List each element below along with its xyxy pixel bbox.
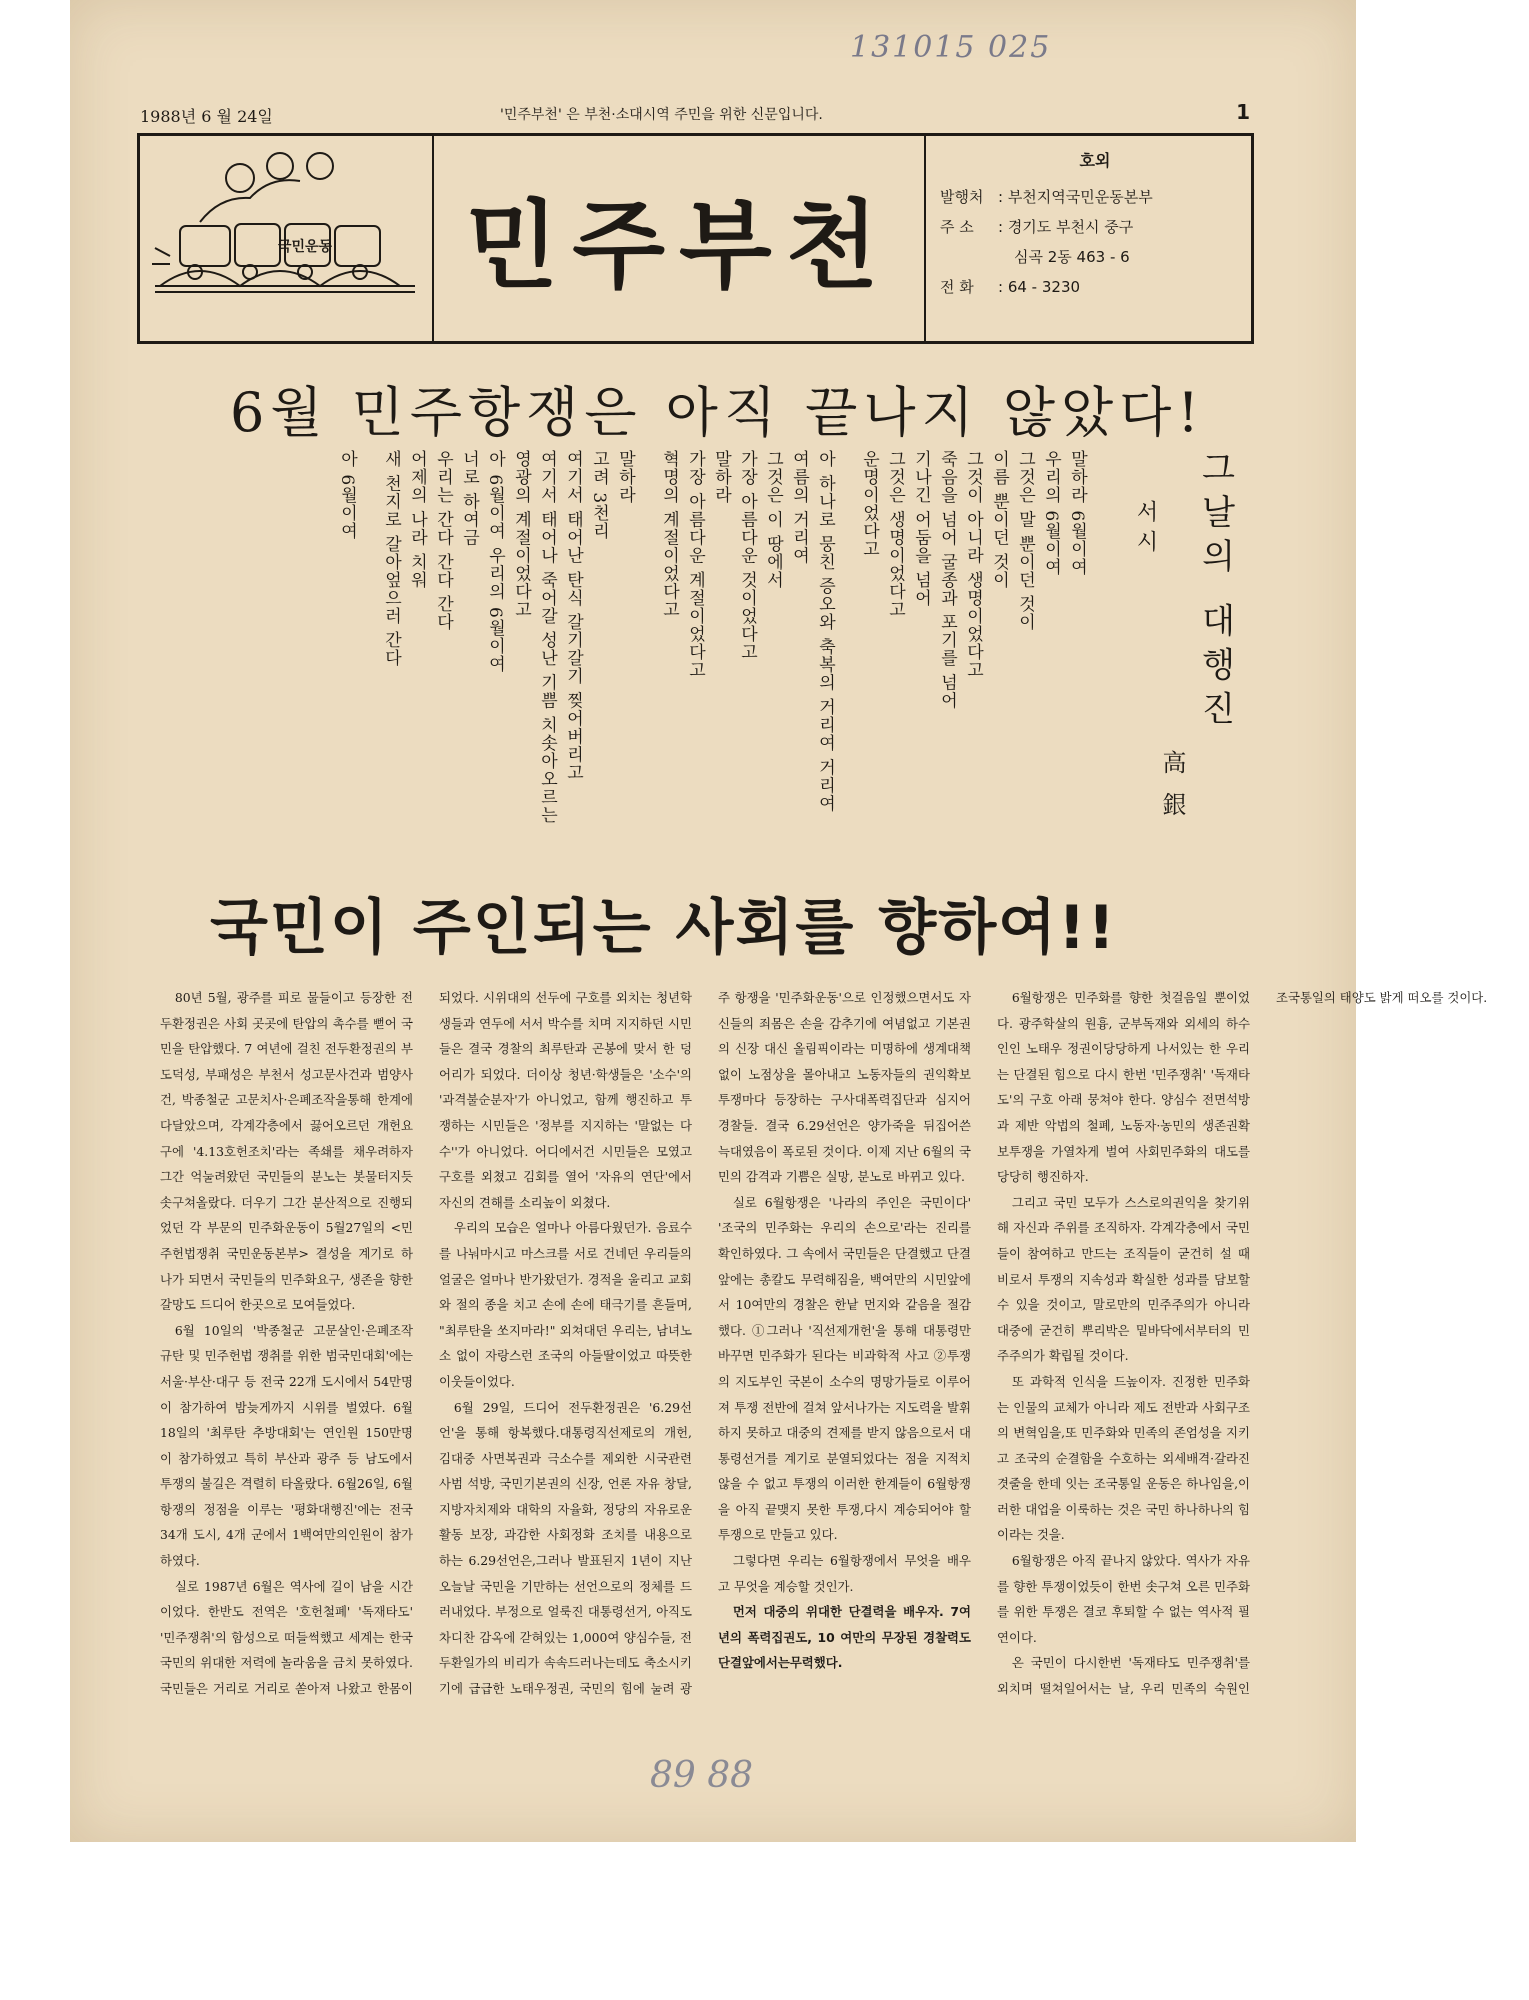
poem-line: 너로 하여금 (459, 450, 479, 547)
poem-line: 영광의 계절이었다고 (511, 450, 531, 619)
issue-label: 호외 (1079, 151, 1111, 170)
poem-line: 아 6월이여 (337, 450, 357, 541)
slogan: '민주부천' 은 부천·소대시역 주민을 위한 신문입니다. (500, 107, 823, 123)
article-paragraph: 6월항쟁은 민주화를 향한 첫걸음일 뿐이었다. 광주학살의 원흉, 군부독재와 외세의 하수인인 노태우 정권이당당하게 나서있는 한 우리는 단결된 힘으로 다시 한번 '민주쟁취' '독재타도'의 구호 아래 뭉쳐야 한다. 양심수 전면석방과 제반 악법의 철폐, 노동자·농민의 생존권확보투쟁을 가열차게 벌여 사회민주화의 대도를 당당히 행진하자. (997, 990, 1250, 1185)
archive-number: 131015 025 (850, 30, 1052, 65)
pencil-note: 89 88 (650, 1755, 754, 1796)
poem-author: 高銀 (1158, 750, 1186, 834)
poem-line: 그것은 말 뿐이던 것이 (1015, 450, 1035, 632)
page-number: 1 (1236, 100, 1250, 124)
article-paragraph: 80년 5월, 광주를 피로 물들이고 등장한 전두환정권은 사회 곳곳에 탄압의 촉수를 뻗어 국민을 탄압했다. 7 여년에 걸친 전두환정권의 부도덕성, 부패성은 부천서 성고문사건과 범양사건, 박종철군 고문치사·은폐조작을통해 한계에 다달았으며, 각계각층에서 끓어오르던 개헌요구에 '4.13호헌조치'라는 족쇄를 채우려하자 그간 억눌려왔던 국민들의 분노는 봇물터지듯 솟구쳐올랐다. 더우기 그간 분산적으로 진행되었던 각 부문의 민주화운동이 5월27일의 <민주헌법쟁취 국민운동본부> 결성을 계기로 하나가 되면서 국민들의 민주화요구, 생존을 향한 갈망도 드디어 한곳으로 모여들었다. (160, 990, 413, 1313)
masthead (137, 133, 1254, 344)
newspaper-title: 민주부천 (434, 136, 926, 341)
poem-line: 우리의 6월이여 (1041, 450, 1061, 577)
poem-line: 이름 뿐이던 것이 (989, 450, 1009, 589)
train-logo-icon (140, 136, 432, 341)
article-headline: 국민이 주인되는 사회를 향하여!! (210, 893, 1117, 963)
logo-label: 국민운동 (277, 239, 333, 255)
poem-section (160, 450, 1240, 870)
logo-illustration (140, 136, 434, 341)
poem-line: 가장 아름다운 계절이었다고 (685, 450, 705, 679)
poem-line: 기나긴 어둠을 넘어 (911, 450, 931, 607)
article-paragraph: 또 과학적 인식을 드높이자. 진정한 민주화는 인물의 교체가 아니라 제도 전반과 사회구조의 변혁임을,또 민주화와 민족의 존엄성을 지키고 조국의 순결함을 수호하는 외세배격·갈라진 겻줄을 한데 잇는 조국통일 운동은 하나임을,이러한 대업을 이룩하는 것은 국민 하나하나의 힘이라는 것을. (997, 1373, 1250, 1543)
poem-line: 여기서 태어난 탄식 갈기갈기 찢어버리고 (563, 450, 583, 782)
poem-line: 말하라 (615, 450, 635, 504)
poem-line: 고려 3천리 (589, 450, 609, 541)
poem-line: 여름의 거리여 (789, 450, 809, 565)
poem-line: 그것이 아니라 생명이었다고 (963, 450, 983, 679)
phone: : 64 - 3230 (998, 278, 1081, 296)
article-paragraph: 6월 10일의 '박종철군 고문살인·은폐조작 규탄 및 민주헌법 쟁취를 위한 범국민대회'에는 서울·부산·대구 등 전국 22개 도시에서 54만명이 참가하여 밤늦게까지 시위를 벌였다. 6월 18일의 '최루탄 추방대회'는 연인원 150만명이 참가하였고 특히 부산과 광주 등 남도에서 투쟁의 불길은 격렬히 타올랐다. 6월26일, 6월항쟁의 정점을 이루는 '평화대행진'에는 전국34개 도시, 4개 군에서 1백여만의인원이 참가하였다. (160, 1322, 413, 1569)
poem-line: 가장 아름다운 것이었다고 (737, 450, 757, 661)
poem-line: 말하라 (711, 450, 731, 504)
article-paragraph: 실로 1987년 6월은 역사에 길이 남을 시간이었다. 한반도 전역은 '호헌철폐' '독재타도' '민주쟁취'의 함성으로 떠들썩했고 세계는 한국 국민의 위대한 저력에 놀라움을 금치 못하였다. 국민들은 거리로 거리로 쏟아져 나왔고 한몸이 되었다. 시위대의 선두에 구호를 외치는 청년학생들과 연두에 서서 박수를 치며 지지하던 시민들은 결국 경찰의 최루탄과 곤봉에 맞서 한 덩어리가 되었다. 더이상 청년·학생들은 '소수'의 '과격불순분자'가 아니었고, 함께 행진하고 투쟁하는 시민들은 '정부를 지지하는 '말없는 다수''가 아니었다. 어디에서건 시민들은 모였고 구호를 외쳤고 김회를 열어 '자유의 연단'에서 자신의 견해를 소리높이 외쳤다. (160, 990, 692, 1697)
article-paragraph: 먼저 대중의 위대한 단결력을 배우자. 7여년의 폭력집권도, 10 여만의 무장된 경찰력도 단결앞에서는무력했다. (718, 1604, 971, 1671)
poem-headline: 6월 민주항쟁은 아직 끝나지 않았다! (230, 381, 1206, 444)
address-label: 주 소 (940, 218, 974, 236)
poem-line: 그것은 이 땅에서 (763, 450, 783, 589)
poem-line: 어제의 나라 치워 (407, 450, 427, 589)
publisher: : 부천지역국민운동본부 (998, 188, 1153, 206)
poem-line: 여기서 태어나 죽어갈 성난 기쁨 치솟아오르는 (537, 450, 557, 825)
address-line1: : 경기도 부천시 중구 (998, 218, 1134, 236)
address-line2: 심곡 2동 463 - 6 (1014, 248, 1130, 266)
poem-line: 혁명의 계절이었다고 (659, 450, 679, 619)
publication-info (940, 146, 1250, 336)
poem-genre: 서시 (1133, 500, 1158, 560)
poem-line: 우리는 간다 간다 간다 (433, 450, 453, 632)
article-paragraph: 6월항쟁은 아직 끝나지 않았다. 역사가 자유를 향한 투쟁이었듯이 한번 솟구쳐 오른 민주화를 위한 투쟁은 결코 후퇴할 수 없는 역사적 필연이다. (997, 1553, 1250, 1645)
article-paragraph: 그리고 국민 모두가 스스로의권익을 찾기위해 자신과 주위를 조직하자. 각계각층에서 국민들이 참여하고 만드는 조직들이 굳건히 설 때 비로서 투쟁의 지속성과 확실한 성과를 담보할 수 있을 것이고, 말로만의 민주주의가 아니라 대중에 굳건히 뿌리박은 밑바닥에서부터의 민주주의가 확립될 것이다. (997, 1194, 1250, 1364)
article-paragraph: 6월 29일, 드디어 전두환정권은 '6.29선언'을 통해 항복했다.대통령직선제로의 개헌, 김대중 사면복권과 극소수를 제외한 시국관련사범 석방, 국민기본권의 신장, 언론 자유 창달, 지방자치제와 대학의 자율화, 정당의 자유로운 활동 보장, 과감한 사회정화 조치를 내용으로 하는 6.29선언은,그러나 발표된지 1년이 지난 오늘날 국민을 기만하는 선언으로의 정체를 드러내었다. 부정으로 얼룩진 대통령선거, 아직도 차디찬 감옥에 갇혀있는 1,000여 양심수들, 전두환일가의 비리가 속속드러나는데도 축소시키기에 급급한 노태우정권, 국민의 힘에 눌려 광주 항쟁을 '민주화운동'으로 인정했으면서도 자신들의 죄몸은 손을 감추기에 여념없고 기본권의 신장 대신 올림픽이라는 미명하에 생계대책없이 노점상을 몰아내고 노동자들의 권익확보투쟁마다 등장하는 구사대폭력집단과 심지어 경찰들. 결국 6.29선언은 양가죽을 뒤집어쓴 늑대였음이 폭로된 것이다. 이제 지난 6월의 국민의 감격과 기쁨은 실망, 분노로 바뀌고 있다. (439, 990, 971, 1697)
issue-date: 1988년 6 월 24일 (140, 107, 273, 126)
article-paragraph: 우리의 모습은 얼마나 아름다웠던가. 음료수를 나눠마시고 마스크를 서로 건네던 우리들의 얼굴은 얼마나 반가왔던가. 경적을 울리고 교회와 절의 종을 치고 손에 손에 태극기를 흔들며, "최루탄을 쏘지마라!" 외쳐대던 우리는, 남녀노소 없이 자랑스런 조국의 아들딸이었고 따뜻한 이웃들이었다. (439, 1220, 692, 1389)
article-paragraph: 온 국민이 다시한번 '독재타도 민주쟁취'를 외치며 떨쳐일어서는 날, 우리 민족의 숙원인 조국통일의 태양도 밝게 떠오를 것이다. (997, 990, 1488, 1697)
article-body (160, 985, 1488, 1725)
article-paragraph: 실로 6월항쟁은 '나라의 주인은 국민이다' '조국의 민주화는 우리의 손으로'라는 진리를 확인하였다. 그 속에서 국민들은 단결했고 단결앞에는 총칼도 무력해짐을, 백여만의 시민앞에서 10여만의 경찰은 한낱 먼지와 같음을 절감했다. ①그러나 '직선제개헌'을 통해 대통령만 바꾸면 민주화가 된다는 비과학적 사고 ②투쟁의 지도부인 국본이 소수의 명망가들로 이루어져 투쟁 전반에 걸쳐 앞서나가는 지도력을 발휘하지 못하고 대중의 견제를 받지 않음으로서 대통령선거를 계기로 분열되었다는 점을 지적치않을 수 없고 투쟁의 이러한 한계들이 6월항쟁을 아직 끝맺지 못한 투쟁,다시 계승되어야 할 투쟁으로 만들고 있다. (718, 1194, 971, 1543)
poem-title: 그날의 대행진 (1195, 450, 1235, 735)
poem-line: 말하라 6월이여 (1067, 450, 1087, 577)
phone-label: 전 화 (940, 278, 974, 296)
poem-line: 새 천지로 갈아엎으러 간다 (381, 450, 401, 668)
poem-line: 아 하나로 뭉친 증오와 축복의 거리여 거리여 (815, 450, 835, 813)
publisher-label: 발행처 (940, 188, 984, 206)
poem-line: 운명이었다고 (859, 450, 879, 558)
top-line (140, 100, 1250, 130)
poem-line: 죽음을 넘어 굴종과 포기를 넘어 (937, 450, 957, 710)
poem-line: 아 6월이여 우리의 6월이여 (485, 450, 505, 673)
poem-line: 그것은 생명이었다고 (885, 450, 905, 619)
article-paragraph: 그렇다면 우리는 6월항쟁에서 무엇을 배우고 무엇을 계승할 것인가. (718, 1553, 971, 1594)
